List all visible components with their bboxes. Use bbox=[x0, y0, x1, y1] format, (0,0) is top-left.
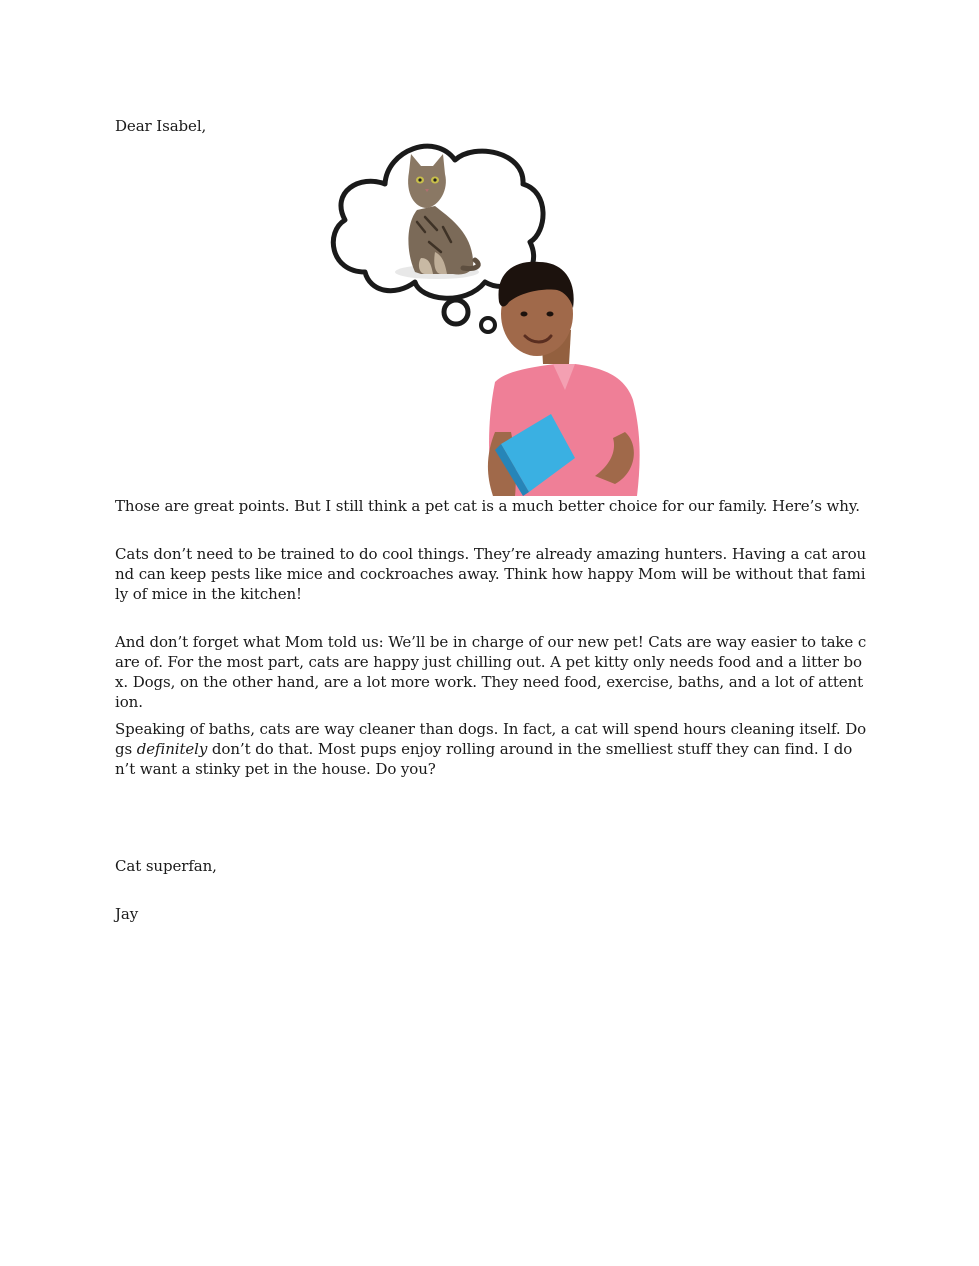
paragraph-2: Cats don’t need to be trained to do cool things. They’re already amazing hunters. Having a cat around can keep pests like mice and cockroaches away. Think how happy Mom will be without that family of mice in the kitchen! bbox=[115, 545, 867, 603]
paragraph-4 bbox=[115, 719, 867, 779]
closing: Cat superfan, bbox=[115, 857, 217, 875]
paragraph-3: And don’t forget what Mom told us: We’ll be in charge of our new pet! Cats are way easier to take care of. For the most part, cats are happy just chilling out. A pet kitty only needs food and a litter box. Dogs, on the other hand, are a lot more work. They need food, exercise, baths, and a lot of attention. bbox=[115, 633, 867, 711]
paragraph-4-start: Speaking of baths, cats are way cleaner than dogs. In fact, a cat will spend hours cleaning itself. Dogs bbox=[115, 720, 867, 758]
greeting: Dear Isabel, bbox=[115, 117, 207, 135]
boy-icon bbox=[488, 262, 640, 496]
paragraph-1: Those are great points. But I still think a pet cat is a much better choice for our family. Here’s why. bbox=[115, 497, 860, 515]
signature: Jay bbox=[115, 905, 139, 923]
emphasis-definitely: definitely bbox=[136, 740, 208, 758]
paragraph-4-end: don’t do that. Most pups enjoy rolling around in the smelliest stuff they can find. I don’t want a stinky pet in the house. Do you? bbox=[115, 740, 853, 778]
boy-thinking-of-cat-illustration bbox=[325, 132, 655, 496]
